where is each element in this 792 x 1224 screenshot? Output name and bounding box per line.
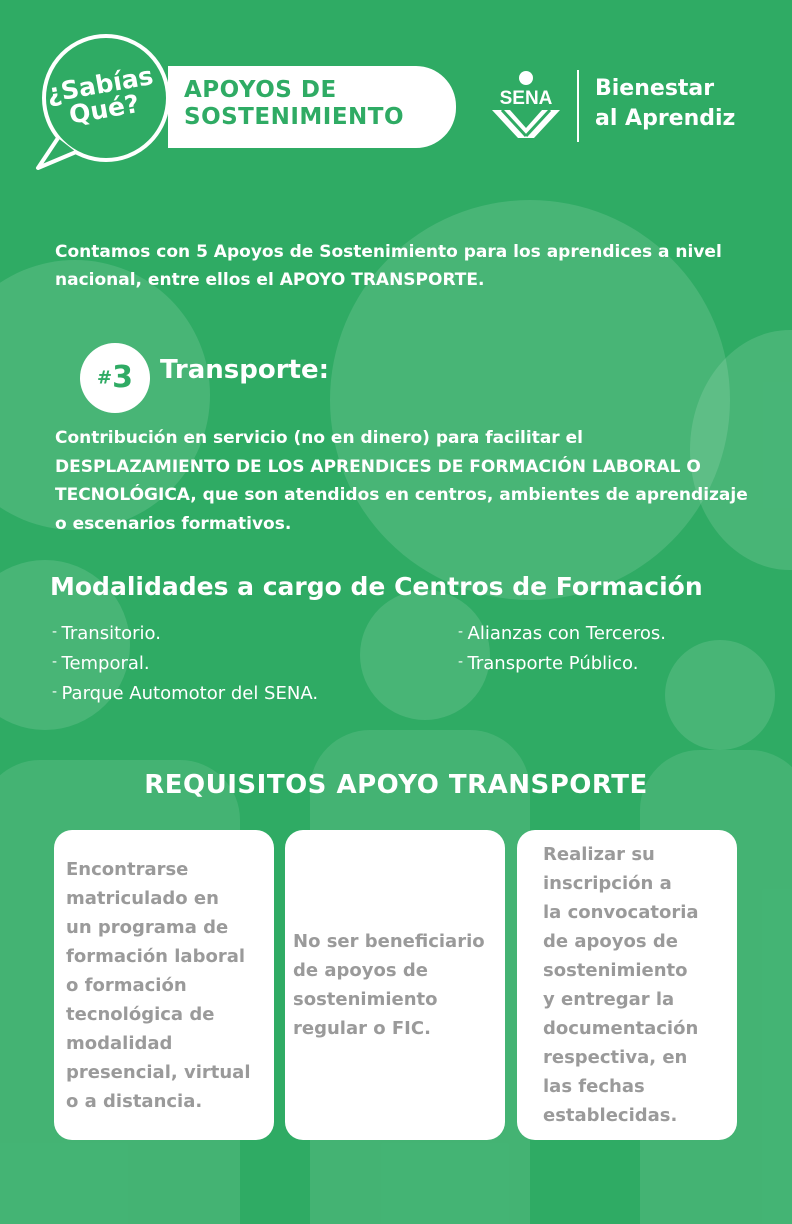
list-item: - Transitorio. <box>52 618 318 648</box>
brand-line: al Aprendiz <box>595 106 736 131</box>
requirement-card <box>285 830 505 1140</box>
list-item: - Transporte Público. <box>458 648 666 678</box>
requirement-card <box>54 830 274 1140</box>
brand-line: Bienestar <box>595 76 715 101</box>
logo-divider <box>577 70 579 142</box>
list-item: - Parque Automotor del SENA. <box>52 678 318 708</box>
bg-circle <box>665 640 775 750</box>
number-hash: # <box>97 367 113 389</box>
modalities-title: Modalidades a cargo de Centros de Formación <box>50 572 703 601</box>
requirements-title: REQUISITOS APOYO TRANSPORTE <box>144 770 648 800</box>
bubble-label: ¿Sabías Qué? <box>44 61 156 130</box>
description-text: Contribución en servicio (no en dinero) para facilitar el DESPLAZAMIENTO DE LOS APRENDICES DE FORMACIÓN LABORAL O TECNOLÓGICA, que son atendidos en centros, ambientes de aprendizaje o escenarios formativos. <box>55 428 748 534</box>
title-line: SOSTENIMIENTO <box>184 104 405 130</box>
title-line: APOYOS DE <box>184 77 337 103</box>
section-title: Transporte: <box>160 355 329 385</box>
requirement-text: Encontrarse matriculado en un programa de formación laboral o formación tecnológica de modalidad presencial, virtual o a distancia. <box>66 858 251 1112</box>
logo-text: SENA <box>499 88 553 109</box>
sena-logo <box>488 70 564 142</box>
page-title <box>184 77 404 131</box>
brand-name <box>595 74 735 134</box>
list-item: - Temporal. <box>52 648 318 678</box>
requirement-text: Realizar su inscripción a la convocatoria de apoyos de sostenimiento y entregar la documentación respectiva, en las fechas establecidas. <box>543 844 699 1126</box>
requirement-text: No ser beneficiario de apoyos de sostenimiento regular o FIC. <box>293 931 485 1039</box>
number-badge <box>80 343 150 413</box>
requirement-card <box>517 830 737 1140</box>
modalities-list-left <box>52 618 318 708</box>
intro-text: Contamos con 5 Apoyos de Sostenimiento para los aprendices a nivel nacional, entre ellos el APOYO TRANSPORTE. <box>55 242 722 290</box>
number-value: 3 <box>112 360 133 395</box>
modalities-list-right <box>458 618 666 678</box>
list-item: - Alianzas con Terceros. <box>458 618 666 648</box>
